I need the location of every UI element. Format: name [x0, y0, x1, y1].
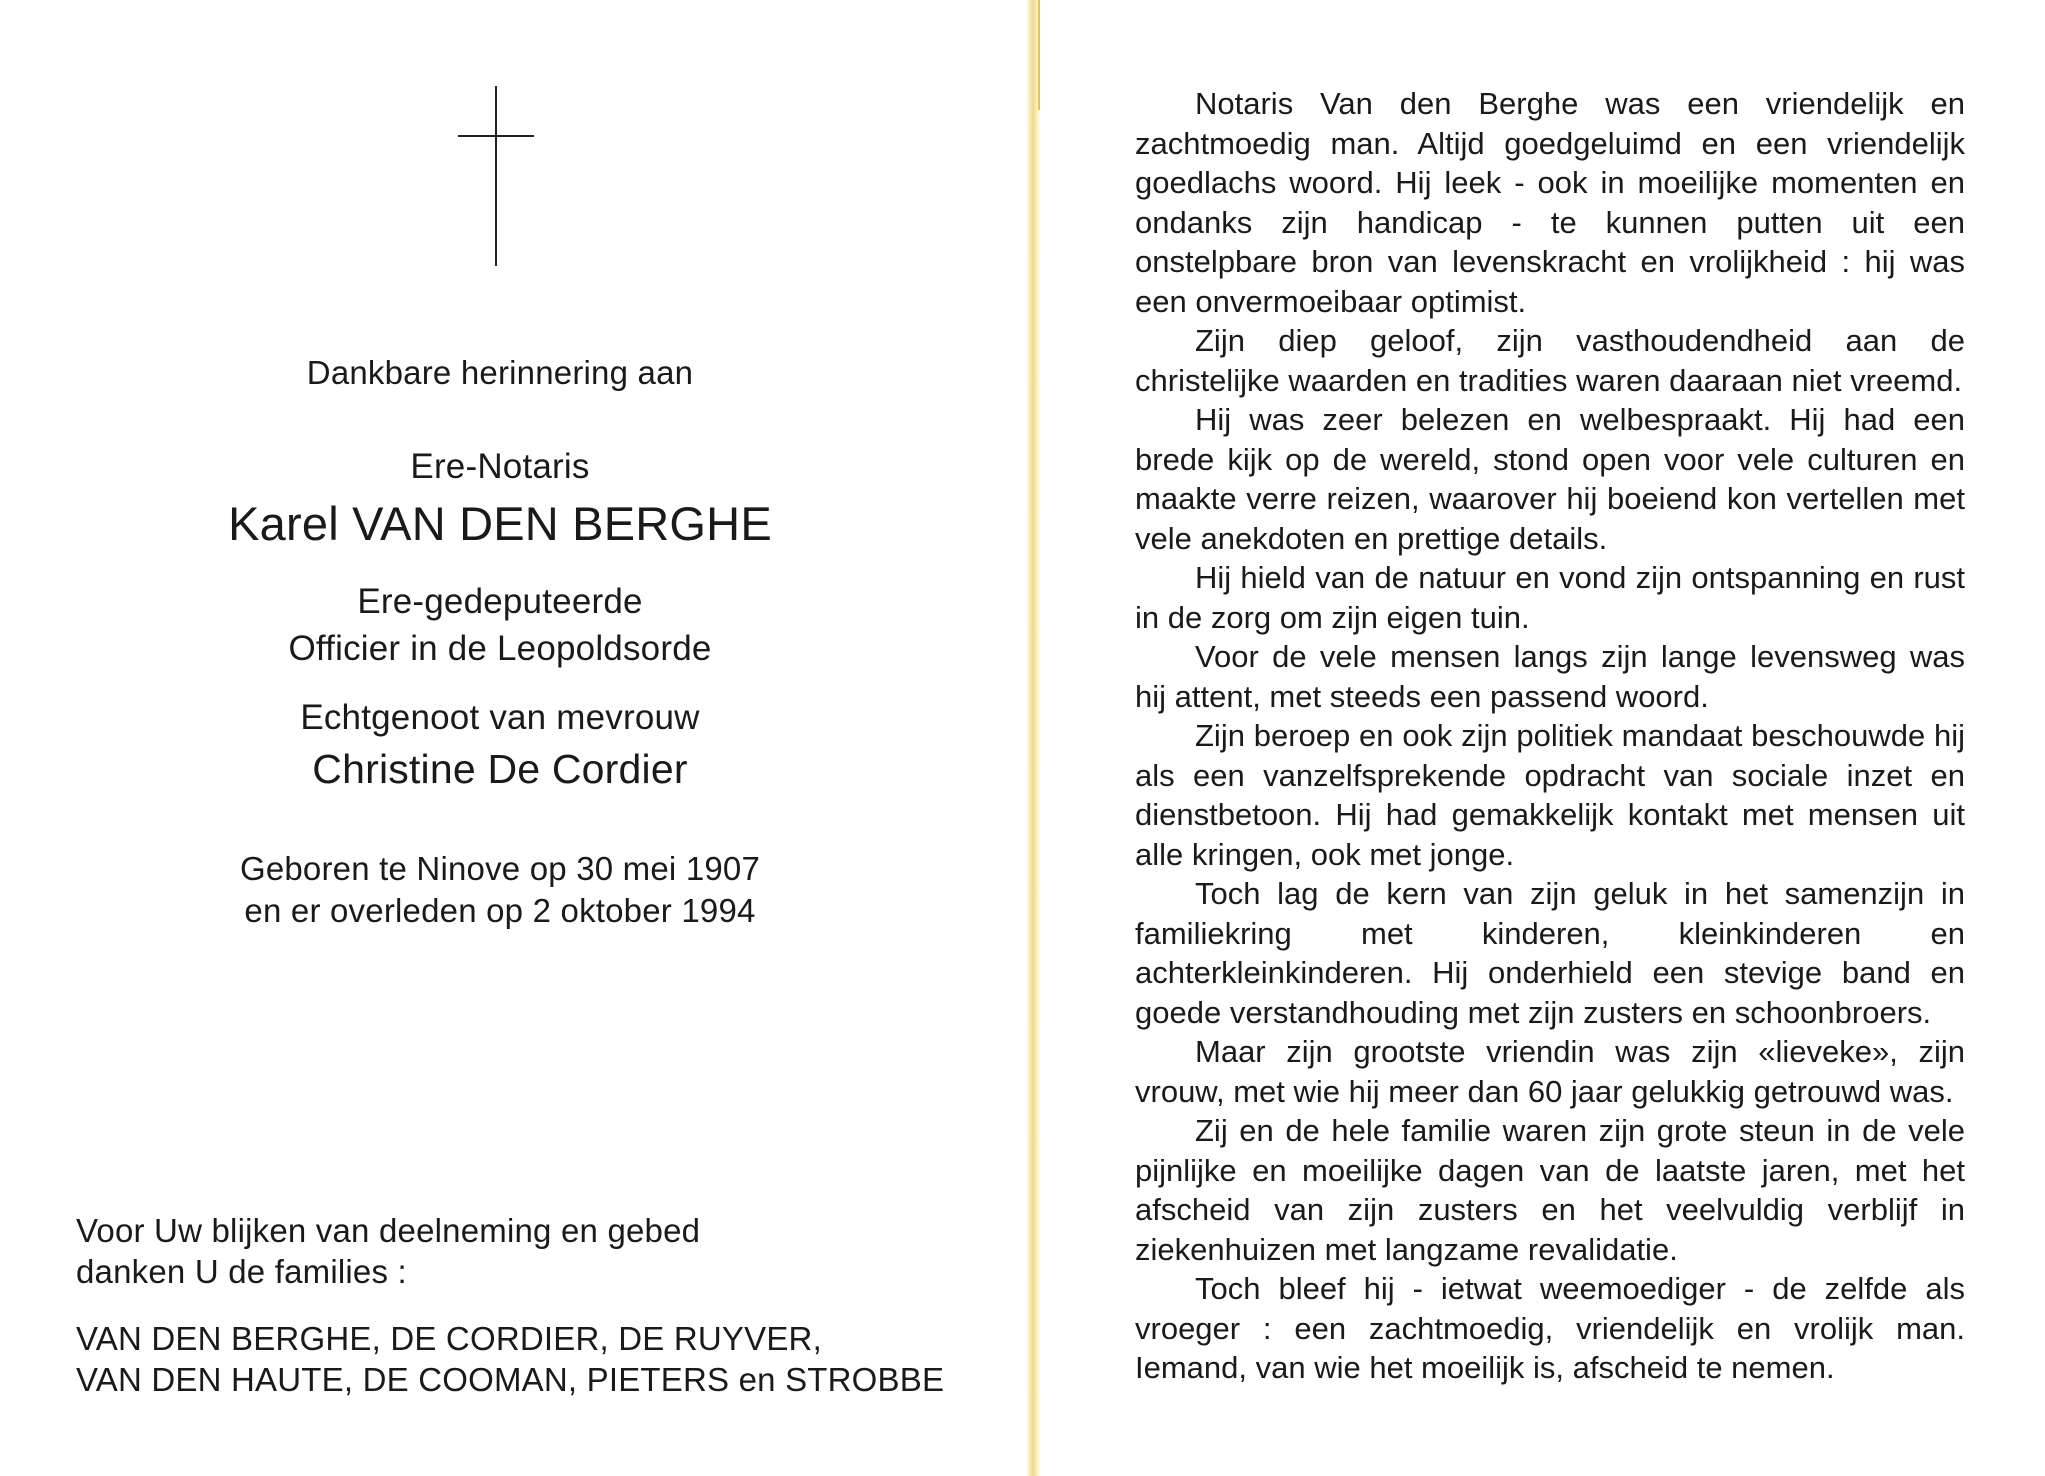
eulogy-paragraph: Hij hield van de natuur en vond zijn ontspanning en rust in de zorg om zijn eigen tuin.: [1135, 560, 1965, 635]
honor-line: Officier in de Leopoldsorde: [288, 629, 712, 668]
eulogy-paragraph: Voor de vele mensen langs zijn lange levensweg was hij attent, met steeds een passend woord.: [1135, 639, 1965, 714]
spouse-name: Christine De Cordier: [312, 746, 688, 792]
title-text: Ere-Notaris: [410, 447, 590, 486]
death-line: en er overleden op 2 oktober 1994: [244, 892, 756, 929]
thanks-line: danken U de families :: [76, 1253, 407, 1290]
spouse-intro: Echtgenoot van mevrouw: [300, 698, 700, 737]
families-line: VAN DEN BERGHE, DE CORDIER, DE RUYVER,: [76, 1320, 822, 1357]
cross-horizontal-bar: [458, 135, 534, 137]
thanks-line: Voor Uw blijken van deelneming en gebed: [76, 1212, 701, 1249]
eulogy-paragraph: Zijn diep geloof, zijn vasthoudendheid aan de christelijke waarden en tradities waren daaraan niet vreemd.: [1135, 323, 1965, 398]
eulogy-paragraph: Toch lag de kern van zijn geluk in het samenzijn in familiekring met kinderen, kleinkinderen en achterkleinkinderen. Hij onderhield een stevige band en goede verstandhouding met zijn zusters en schoonbroers.: [1135, 876, 1965, 1030]
honor-line: Ere-gedeputeerde: [357, 582, 643, 621]
eulogy-paragraph: Hij was zeer belezen en welbespraakt. Hij had een brede kijk op de wereld, stond open voor vele culturen en maakte verre reizen, waarover hij boeiend kon vertellen met vele anekdoten en prettige details.: [1135, 402, 1965, 556]
intro-text: Dankbare herinnering aan: [306, 354, 694, 391]
eulogy-paragraph: Toch bleef hij - ietwat weemoediger - de zelfde als vroeger : een zachtmoedig, vriendelijk en vrolijk man. Iemand, van wie het moeilijk is, afscheid te nemen.: [1135, 1271, 1965, 1385]
eulogy-paragraph: Notaris Van den Berghe was een vriendelijk en zachtmoedig man. Altijd goedgeluimd en een vriendelijk goedlachs woord. Hij leek - ook in moeilijke momenten en ondanks zijn handicap - te kunnen putten uit een onstelpbare bron van levenskracht en vrolijkheid : hij was een onvermoeibaar optimist.: [1135, 86, 1965, 319]
cross-icon: [458, 86, 534, 266]
birth-line: Geboren te Ninove op 30 mei 1907: [239, 850, 761, 887]
eulogy-text: [1135, 84, 1965, 1388]
cross-vertical-bar: [495, 86, 497, 266]
eulogy-paragraph: Zij en de hele familie waren zijn grote steun in de vele pijnlijke en moeilijke dagen van de laatste jaren, met het afscheid van zijn zusters en het veelvuldig verblijf in ziekenhuizen met langzame revalidatie.: [1135, 1113, 1965, 1267]
families-line: VAN DEN HAUTE, DE COOMAN, PIETERS en STROBBE: [76, 1361, 945, 1398]
card-fold: [1026, 0, 1040, 1476]
deceased-name: Karel VAN DEN BERGHE: [228, 497, 772, 550]
eulogy-paragraph: Zijn beroep en ook zijn politiek mandaat beschouwde hij als een vanzelfsprekende opdracht van sociale inzet en dienstbetoon. Hij had gemakkelijk kontakt met mensen uit alle kringen, ook met jonge.: [1135, 718, 1965, 872]
eulogy-paragraph: Maar zijn grootste vriendin was zijn «lieveke», zijn vrouw, met wie hij meer dan 60 jaar gelukkig getrouwd was.: [1135, 1034, 1965, 1109]
